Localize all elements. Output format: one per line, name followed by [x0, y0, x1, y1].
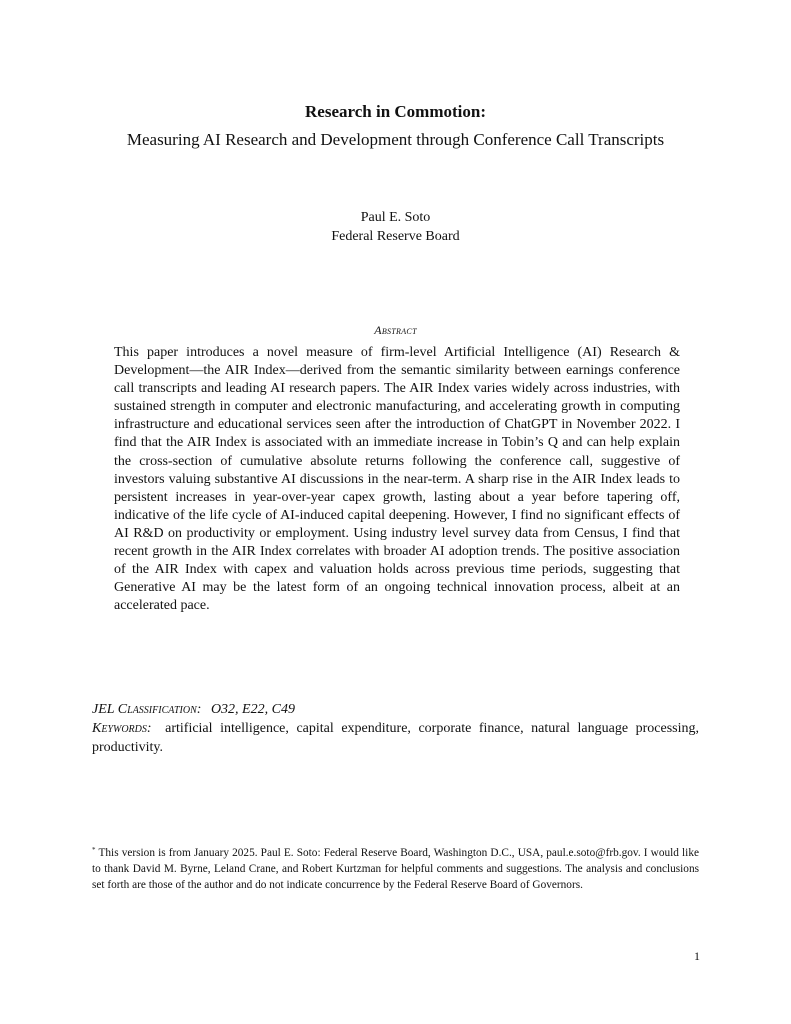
- abstract-heading: Abstract: [374, 323, 417, 337]
- jel-codes: O32, E22, C49: [210, 702, 295, 717]
- keywords: [92, 719, 699, 757]
- keywords-label: Keywords:: [92, 721, 152, 736]
- abstract-body: This paper introduces a novel measure of firm-level Artificial Intelligence (AI) Research & Development—the AIR Index—derived from the semantic similarity between earnings conference call transcripts and leading AI research papers. The AIR Index varies widely across industries, with sustained strength in computer and electronic manufacturing, and accelerating growth in computing infrastructure and educational services seen after the introduction of ChatGPT in November 2022. I find that the AIR Index is associated with an immediate increase in Tobin’s Q and can help explain the cross-section of cumulative absolute returns following the conference call, suggestive of investors valuing substantive AI discussions in the near-term. A sharp rise in the AIR Index leads to persistent increases in year-over-year capex growth, lasting about a year before tapering off, indicative of the life cycle of AI-induced capital deepening. However, I find no significant effects of AI R&D on productivity or employment. Using industry level survey data from Census, I find that recent growth in the AIR Index correlates with broader AI adoption trends. The positive association of the AIR Index with capex and valuation holds across previous time periods, suggesting that Generative AI may be the latest form of an ongoing technical innovation process, albeit at an accelerated pace.: [114, 345, 680, 614]
- keywords-text: artificial intelligence, capital expenditure, corporate finance, natural language processing, productivity.: [92, 721, 700, 755]
- jel-classification: [92, 700, 699, 719]
- jel-label: JEL Classification:: [92, 702, 202, 717]
- paper-subtitle: Measuring AI Research and Development through Conference Call Transcripts: [126, 130, 665, 149]
- footnote-marker: *: [92, 846, 96, 854]
- page-number: 1: [694, 949, 700, 963]
- author-affiliation: Federal Reserve Board: [331, 229, 460, 244]
- footnote: [92, 842, 699, 893]
- footnote-text: This version is from January 2025. Paul E. Soto: Federal Reserve Board, Washington D.C., USA, paul.e.soto@frb.gov. I would like to thank David M. Byrne, Leland Crane, and Robert Kurtzman for helpful comments and suggestions. The analysis and conclusions set forth are those of the author and do not indicate concurrence by the Federal Reserve Board of Governors.: [92, 847, 699, 891]
- paper-title: Research in Commotion:: [305, 102, 486, 121]
- author-name: Paul E. Soto: [360, 210, 431, 225]
